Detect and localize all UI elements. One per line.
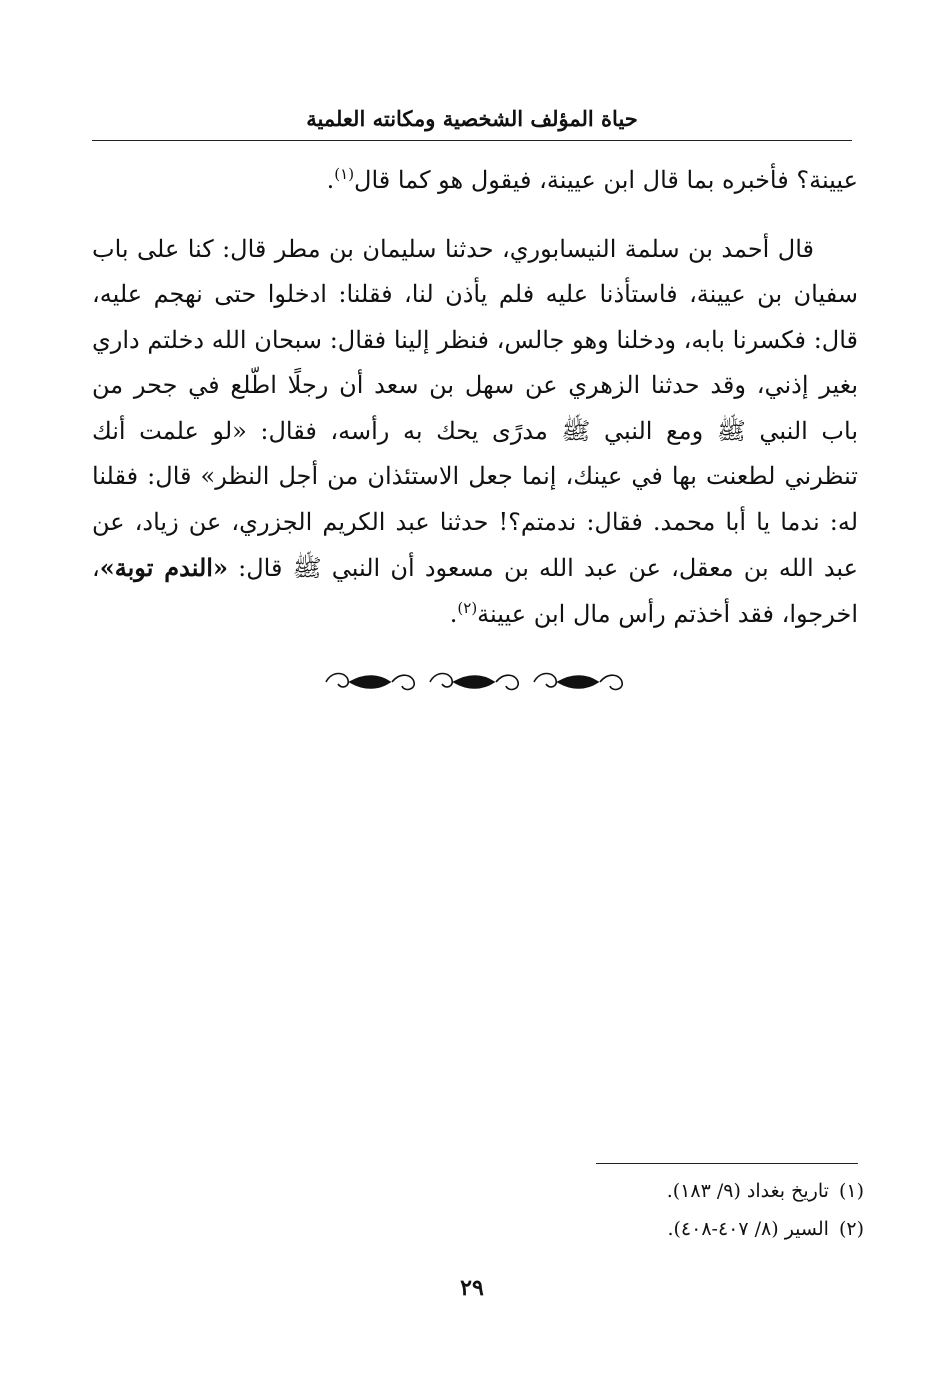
paragraph-2-text-a: قال أحمد بن سلمة النيسابوري، حدثنا سليمان بن مطر قال: كنا على باب سفيان بن عيينة، فاستأذنا عليه فلم يأذن لنا، فقلنا: ادخلوا حتى نهجم عليه، قال: فكسرنا بابه، ودخلنا وهو جالس، فنظر إلينا فقال: سبحان الله دخلتم داري بغير إذني، وقد حدثنا الزهري عن سهل بن سعد أن رجلًا اطّلع في جحر من باب النبي ﷺ ومع النبي ﷺ مدرًى يحك به رأسه، فقال: «لو علمت أنك تنظرني لطعنت بها في عينك، إنما جعل الاستئذان من أجل النظر» قال: فقلنا له: ندما يا أبا محمد. فقال: ندمتم؟! حدثنا عبد الكريم الجزري، عن زياد، عن عبد الله بن معقل، عن عبد الله بن مسعود أن النبي ﷺ قال:	[92, 234, 859, 582]
footnote-ref-2[interactable]: (٢)	[457, 598, 478, 617]
footnote-1	[500, 1172, 864, 1210]
page-number: ٢٩	[460, 1275, 484, 1301]
quoted-hadith: «الندم توبة»	[99, 553, 228, 582]
footnote-ref-1[interactable]: (١)	[334, 165, 355, 183]
header-rule	[92, 140, 852, 141]
section-ornament	[320, 664, 632, 700]
paragraph-2	[92, 227, 858, 638]
ornament-unit-3	[534, 674, 622, 690]
running-header: حياة المؤلف الشخصية ومكانته العلمية	[306, 106, 638, 131]
footnote-1-number: (١)	[838, 1180, 864, 1202]
footnote-2-number: (٢)	[838, 1218, 864, 1240]
ornament-unit-2	[430, 674, 518, 690]
ornament-unit-1	[326, 674, 414, 690]
footnote-rule	[596, 1163, 858, 1164]
paragraph-1-end: .	[326, 166, 335, 194]
paragraph-1	[92, 158, 858, 204]
footnote-2	[500, 1210, 864, 1248]
footnote-2-text: السير (٨/ ٤٠٧-٤٠٨).	[667, 1218, 829, 1240]
paragraph-2-end: .	[449, 599, 458, 628]
main-text	[92, 158, 858, 637]
footnotes	[500, 1172, 864, 1248]
paragraph-2-text-b: ، اخرجوا، فقد أخذتم رأس مال ابن عيينة	[92, 554, 858, 628]
paragraph-1-text: عيينة؟ فأخبره بما قال ابن عيينة، فيقول هو كما قال	[354, 166, 858, 194]
footnote-1-text: تاريخ بغداد (٩/ ١٨٣).	[666, 1180, 829, 1202]
